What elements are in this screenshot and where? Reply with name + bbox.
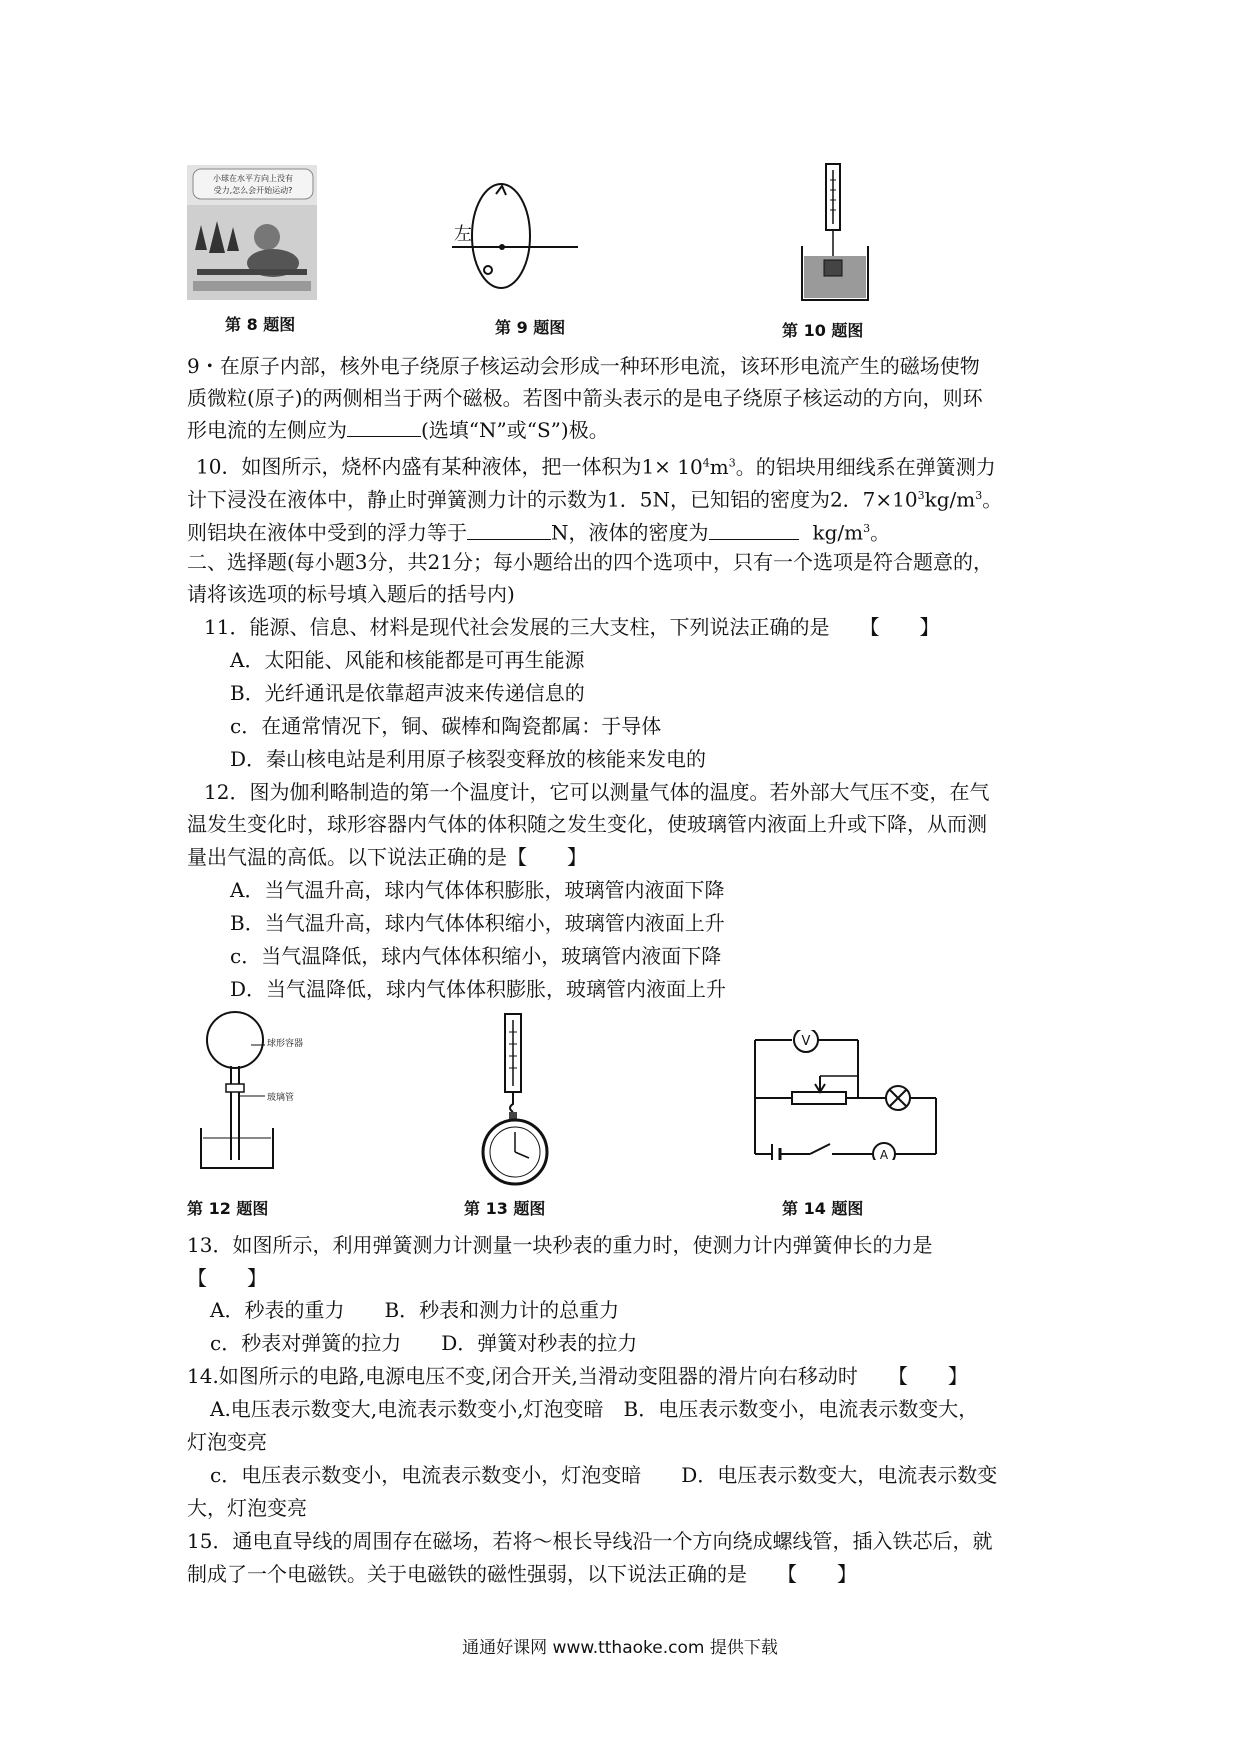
q12-line1: 12．图为伽利略制造的第一个温度计，它可以测量气体的温度。若外部大气压不变，在气: [204, 780, 990, 804]
fig9-left-label: 左: [454, 224, 472, 245]
figure-8: [187, 165, 317, 300]
q9-line3-tail: (选填“N”或“S”)极。: [421, 418, 609, 442]
figure-10-caption: 第 10 题图: [782, 321, 864, 340]
q13-line1: 13．如图所示，利用弹簧测力计测量一块秒表的重力时，使测力计内弹簧伸长的力是: [187, 1233, 933, 1257]
figure-13-caption: 第 13 题图: [464, 1199, 546, 1218]
q12-option-a[interactable]: A．当气温升高，球内气体体积膨胀，玻璃管内液面下降: [230, 878, 725, 902]
q14-option-b-cont: 灯泡变亮: [187, 1430, 267, 1454]
q12-line3: 量出气温的高低。以下说法正确的是【 】: [187, 845, 587, 869]
q10-buoyancy-blank[interactable]: [467, 521, 551, 540]
section2-line2: 请将该选项的标号填入题后的括号内): [187, 582, 515, 606]
q10-line1-text: 10．如图所示，烧杯内盛有某种液体，把一体积为1×: [196, 454, 671, 479]
q14-options-cd[interactable]: c．电压表示数变小，电流表示数变小，灯泡变暗 D．电压表示数变大，电流表示数变: [210, 1463, 998, 1487]
figure-12-caption: 第 12 题图: [187, 1199, 269, 1218]
figure-14-caption: 第 14 题图: [782, 1199, 864, 1218]
q12-option-c[interactable]: c．当气温降低，球内气体体积缩小，玻璃管内液面下降: [230, 944, 722, 968]
q14-stem: 14.如图所示的电路,电源电压不变,闭合开关,当滑动变阻器的滑片向右移动时 【 】: [187, 1364, 968, 1388]
q15-line1: 15．通电直导线的周围存在磁场，若将～根长导线沿一个方向绕成螺线管，插入铁芯后，就: [187, 1529, 993, 1553]
figure-14: [752, 1030, 940, 1160]
q9-line2: 质微粒(原子)的两侧相当于两个磁极。若图中箭头表示的是电子绕原子核运动的方向，则环: [187, 386, 983, 410]
q15-line2: 制成了一个电磁铁。关于电磁铁的磁性强弱，以下说法正确的是 【 】: [187, 1562, 857, 1586]
q12-line2: 温发生变化时，球形容器内气体的体积随之发生变化，使玻璃管内液面上升或下降，从而测: [187, 812, 987, 836]
fig8-bubble-line2: 受力,怎么会开始运动?: [213, 186, 293, 195]
q10-line2: 计下浸没在液体中，静止时弹簧测力计的示数为1．5N，已知铝的密度为2．$7\times 10^3kg/m^3$。: [187, 487, 1003, 512]
q10-line1-val: $10^4m^3$。的铝块用细线系在弹簧测力: [677, 454, 996, 479]
q9-line3: [187, 416, 609, 444]
q10-line2-text: 计下浸没在液体中，静止时弹簧测力计的示数为1．5N，已知铝的密度为2．7×10: [187, 487, 918, 512]
q11-stem: 11．能源、信息、材料是现代社会发展的三大支柱，下列说法正确的是 【 】: [204, 615, 940, 639]
q10-density-blank[interactable]: [709, 521, 799, 540]
q10-line3-text: 则铝块在液体中受到的浮力等于: [187, 520, 467, 545]
q11-option-b[interactable]: B．光纤通讯是依靠超声波来传递信息的: [230, 681, 585, 705]
figure-10: [790, 160, 890, 308]
q9-line1: 9・在原子内部，核外电子绕原子核运动会形成一种环形电流，该环形电流产生的磁场使物: [187, 354, 980, 378]
figure-13: [475, 1010, 575, 1188]
q12-option-b[interactable]: B．当气温升高，球内气体体积缩小，玻璃管内液面上升: [230, 911, 725, 935]
q9-answer-blank[interactable]: [347, 418, 421, 437]
q10-line3-mid: N，液体的密度为: [551, 520, 709, 545]
fig12-tube-label: 玻璃管: [267, 1093, 295, 1103]
q12-option-d[interactable]: D．当气温降低，球内气体体积膨胀，玻璃管内液面上升: [230, 977, 727, 1001]
figure-9: [452, 180, 582, 290]
q11-option-d[interactable]: D．秦山核电站是利用原子核裂变释放的核能来发电的: [230, 747, 707, 771]
figure-8-caption: 第 8 题图: [225, 315, 296, 334]
fig12-container-label: 球形容器: [267, 1039, 304, 1049]
fig14-ammeter-label: A: [879, 1148, 889, 1160]
q10-line3: 则铝块在液体中受到的浮力等于 N，液体的密度为 $kg/m^3$。: [187, 520, 891, 545]
figure-9-caption: 第 9 题图: [495, 318, 566, 337]
fig14-voltmeter-label: V: [801, 1034, 811, 1049]
q13-bracket: 【 】: [187, 1266, 267, 1290]
q13-options-cd[interactable]: c．秒表对弹簧的拉力 D．弹簧对秒表的拉力: [210, 1331, 638, 1355]
q11-option-a[interactable]: A．太阳能、风能和核能都是可再生能源: [230, 648, 585, 672]
q9-line3-text: 形电流的左侧应为: [187, 418, 347, 442]
q11-option-c[interactable]: c．在通常情况下，铜、碳棒和陶瓷都属：于导体: [230, 714, 662, 738]
fig8-bubble-line1: 小球在水平方向上没有: [213, 174, 293, 183]
q13-options-ab[interactable]: A．秒表的重力 B．秒表和测力计的总重力: [210, 1298, 620, 1322]
q10-line1: [196, 449, 996, 481]
q14-option-d-cont: 大，灯泡变亮: [187, 1496, 307, 1520]
q14-options-ab[interactable]: A.电压表示数变大,电流表示数变小,灯泡变暗 B．电压表示数变小，电流表示数变大，: [210, 1397, 979, 1421]
section2-line1: 二、选择题(每小题3分，共21分；每小题给出的四个选项中，只有一个选项是符合题意的，: [187, 550, 993, 574]
figure-12: [195, 1010, 315, 1170]
page-footer: 通通好课网 www.tthaoke.com 提供下载: [462, 1638, 778, 1658]
